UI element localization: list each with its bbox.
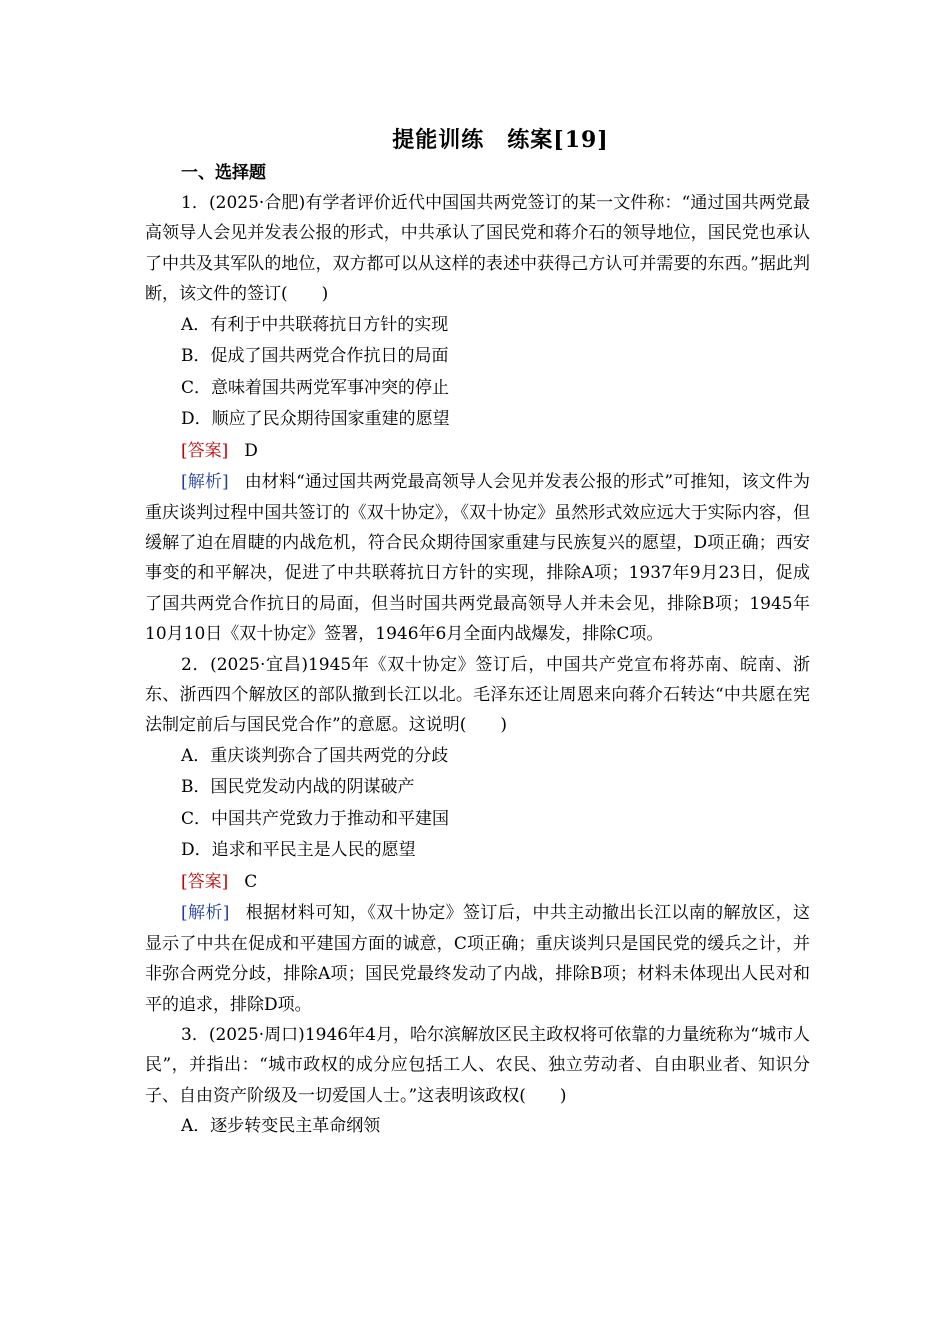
option-b: B．国民党发动内战的阴谋破产 — [181, 777, 415, 798]
question-3 — [145, 1020, 810, 1143]
question-stem: 1．(2025·合肥)有学者评价近代中国国共两党签订的某一文件称：“通过国共两党最高领导人会见并发表公报的形式，中共承认了国民党和蒋介石的领导地位，国民党也承认了中共及其军队的地位，双方都可以从这样的表述中获得己方认可并需要的东西。”据此判断，该文件的签订( ) — [145, 193, 810, 305]
analysis-tag: [解析] — [181, 903, 230, 924]
document-title: 提能训练 练案[19] — [392, 127, 609, 153]
question-stem: 2．(2025·宜昌)1945年《双十协定》签订后，中国共产党宣布将苏南、皖南、浙东、浙西四个解放区的部队撤到长江以北。毛泽东还让周恩来向蒋介石转达“中共愿在宪法制定前后与国民党合作”的意愿。这说明( ) — [145, 654, 810, 736]
option-a: A．有利于中共联蒋抗日方针的实现 — [181, 314, 449, 335]
answer-line — [145, 867, 810, 899]
answer-tag: [答案] — [181, 440, 229, 461]
analysis-text: 由材料“通过国共两党最高领导人会见并发表公报的形式”可推知，该文件为重庆谈判过程中国共签订的《双十协定》，《双十协定》虽然形式效应远大于实际内容，但缓解了迫在眉睫的内战危机，符合民众期待国家重建与民族复兴的愿望，D项正确；西安事变的和平解决，促进了中共联蒋抗日方针的实现，排除A项；1937年9月23日，促成了国共两党合作抗日的局面，但当时国共两党最高领导人并未会见，排除B项；1945年10月10日《双十协定》签署，1946年6月全面内战爆发，排除C项。 — [145, 472, 810, 645]
answer-tag: [答案] — [181, 871, 229, 892]
option-d: D．顺应了民众期待国家重建的愿望 — [181, 409, 450, 430]
document-page — [145, 122, 810, 1143]
analysis-tag: [解析] — [181, 472, 229, 493]
option-d: D．追求和平民主是人民的愿望 — [181, 840, 416, 861]
option-c: C．中国共产党致力于推动和平建国 — [181, 808, 450, 829]
option-a: A．重庆谈判弥合了国共两党的分歧 — [181, 745, 449, 766]
option-a: A．逐步转变民主革命纲领 — [181, 1116, 381, 1137]
section-heading: 一、选择题 — [181, 163, 266, 183]
option-c: C．意味着国共两党军事冲突的停止 — [181, 377, 450, 398]
answer-line — [145, 436, 810, 468]
question-stem: 3．(2025·周口)1946年4月，哈尔滨解放区民主政权将可依靠的力量统称为“城市人民”，并指出：“城市政权的成分应包括工人、农民、独立劳动者、自由职业者、知识分子、自由资产阶级及一切爱国人士。”这表明该政权( ) — [145, 1024, 810, 1106]
analysis-paragraph — [145, 898, 810, 1020]
answer-value: C — [244, 871, 258, 892]
question-2 — [145, 650, 810, 1020]
question-1 — [145, 188, 810, 650]
option-b: B．促成了国共两党合作抗日的局面 — [181, 346, 449, 367]
analysis-text: 根据材料可知，《双十协定》签订后，中共主动撤出长江以南的解放区，这显示了中共在促成和平建国方面的诚意，C项正确；重庆谈判只是国民党的缓兵之计，并非弥合两党分歧，排除A项；国民党最终发动了内战，排除B项；材料未体现出人民对和平的追求，排除D项。 — [145, 903, 811, 1015]
analysis-paragraph — [145, 467, 810, 649]
answer-value: D — [244, 440, 258, 461]
